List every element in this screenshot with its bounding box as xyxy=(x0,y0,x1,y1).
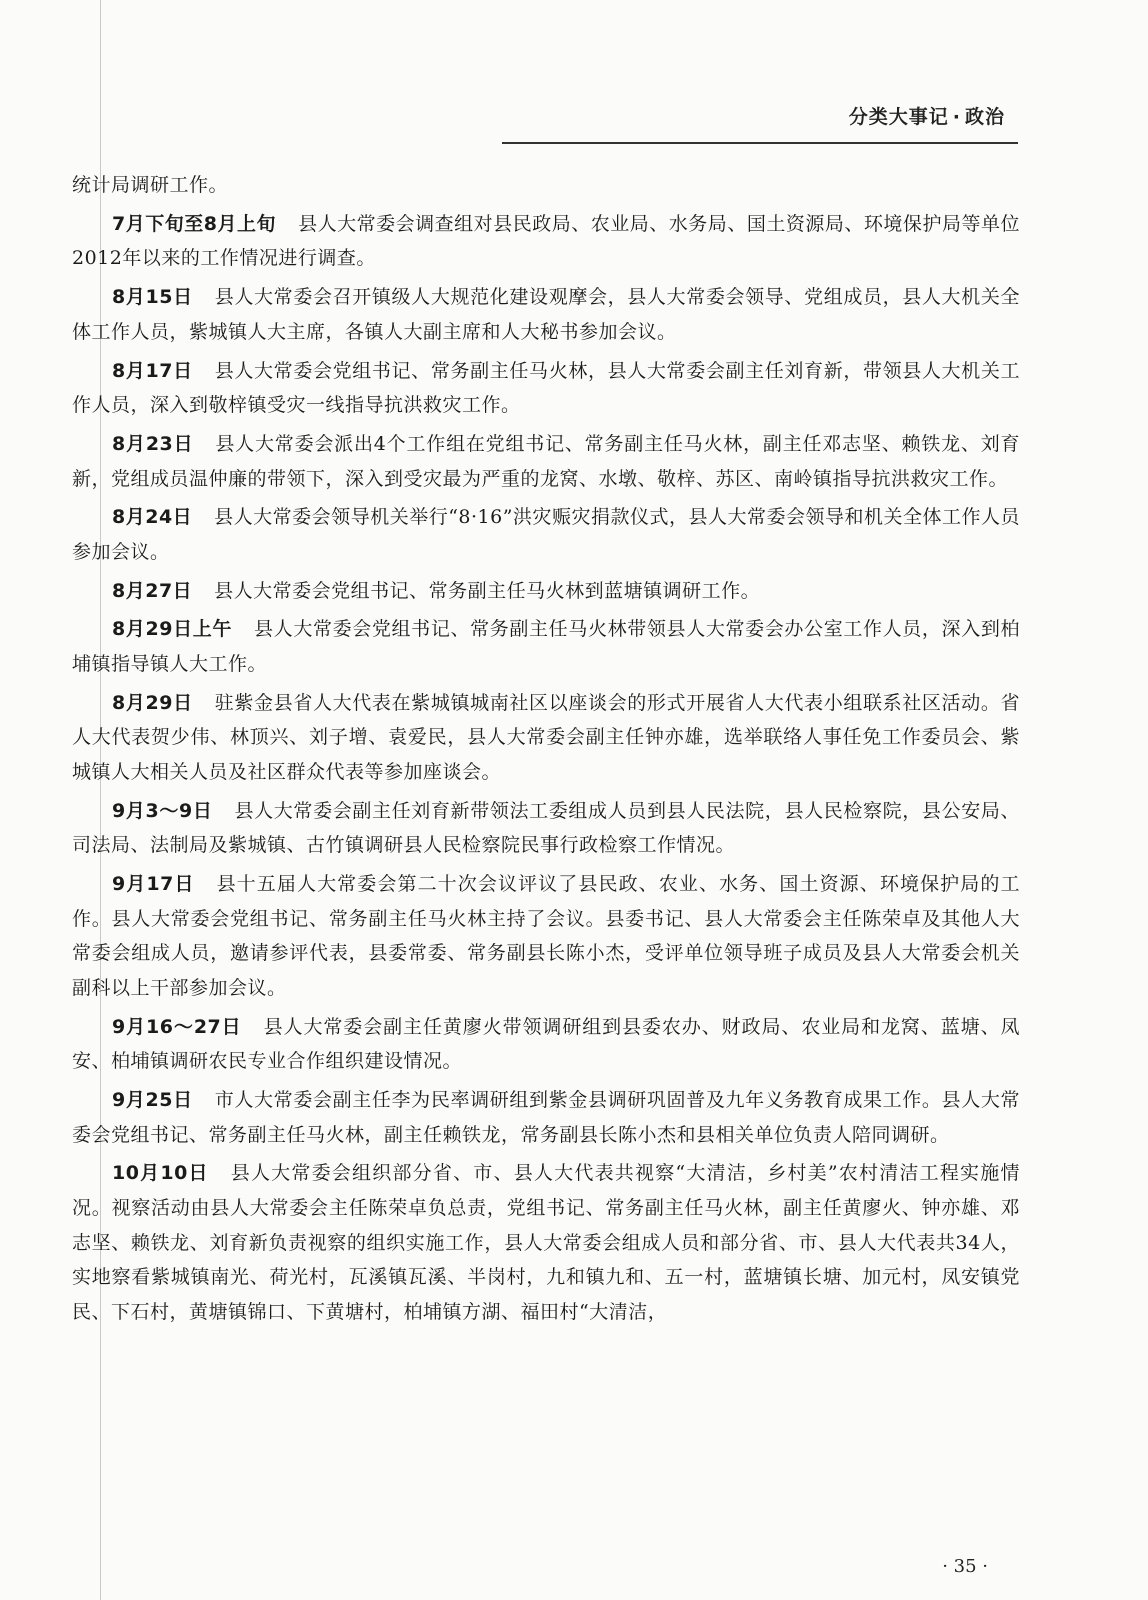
event-text: 县人大常委会党组书记、常务副主任马火林到蓝塘镇调研工作。 xyxy=(214,579,761,602)
event-date: 9月16～27日 xyxy=(112,1015,242,1038)
event-entry xyxy=(72,1156,1020,1329)
event-date: 7月下旬至8月上旬 xyxy=(112,212,277,235)
header-subtitle: 政治 xyxy=(964,106,1005,128)
event-text: 县人大常委会召开镇级人大规范化建设观摩会，县人大常委会领导、党组成员，县人大机关全体工作人员，紫城镇人大主席，各镇人大副主席和人大秘书参加会议。 xyxy=(72,286,1020,343)
event-entry xyxy=(72,500,1020,569)
event-text: 市人大常委会副主任李为民率调研组到紫金县调研巩固普及九年义务教育成果工作。县人大常委会党组书记、常务副主任马火林，副主任赖铁龙，常务副县长陈小杰和县相关单位负责人陪同调研。 xyxy=(72,1089,1020,1146)
event-date: 8月24日 xyxy=(112,506,193,529)
event-text: 县人大常委会组织部分省、市、县人大代表共视察“大清洁，乡村美”农村清洁工程实施情况。视察活动由县人大常委会主任陈荣卓负总责，党组书记、常务副主任马火林，副主任黄廖火、钟亦雄、邓志坚、赖铁龙、刘育新负责视察的组织实施工作，县人大常委会组成人员和部分省、市、县人大代表共34人，实地察看紫城镇南光、荷光村，瓦溪镇瓦溪、半岗村，九和镇九和、五一村，蓝塘镇长塘、加元村，凤安镇党民、下石村，黄塘镇锦口、下黄塘村，柏埔镇方湖、福田村“大清洁， xyxy=(72,1162,1020,1323)
event-entry xyxy=(72,794,1020,863)
event-entry xyxy=(72,612,1020,681)
event-entry xyxy=(72,686,1020,790)
event-date: 9月17日 xyxy=(112,873,195,896)
event-text: 驻紫金县省人大代表在紫城镇城南社区以座谈会的形式开展省人大代表小组联系社区活动。省人大代表贺少伟、林顶兴、刘子增、袁爱民，县人大常委会副主任钟亦雄，选举联络人事任免工作委员会、紫城镇人大相关人员及社区群众代表等参加座谈会。 xyxy=(72,691,1020,783)
event-entry xyxy=(72,1083,1020,1152)
event-text: 县人大常委会副主任黄廖火带领调研组到县委农办、财政局、农业局和龙窝、蓝塘、凤安、柏埔镇调研农民专业合作组织建设情况。 xyxy=(72,1015,1020,1073)
event-entry xyxy=(72,280,1020,349)
event-text: 县人大常委会副主任刘育新带领法工委组成人员到县人民法院，县人民检察院，县公安局、司法局、法制局及紫城镇、古竹镇调研县人民检察院民事行政检察工作情况。 xyxy=(72,799,1020,857)
event-date: 9月3～9日 xyxy=(112,799,213,822)
body-text xyxy=(72,168,1020,1334)
event-date: 8月17日 xyxy=(112,359,193,382)
event-text: 县人大常委会党组书记、常务副主任马火林，县人大常委会副主任刘育新，带领县人大机关工作人员，深入到敬梓镇受灾一线指导抗洪救灾工作。 xyxy=(72,359,1020,417)
event-date: 8月15日 xyxy=(112,286,193,309)
event-date: 8月29日 xyxy=(112,691,193,714)
event-entry xyxy=(72,427,1020,496)
running-header xyxy=(849,102,1005,129)
header-rule xyxy=(502,142,1018,144)
event-date: 8月27日 xyxy=(112,579,193,602)
header-separator: · xyxy=(952,106,961,128)
page-number: · 35 · xyxy=(942,1556,988,1577)
event-entry xyxy=(72,207,1020,276)
continuation-paragraph: 统计局调研工作。 xyxy=(72,174,229,196)
event-text: 县十五届人大常委会第二十次会议评议了县民政、农业、水务、国土资源、环境保护局的工作。县人大常委会党组书记、常务副主任马火林主持了会议。县委书记、县人大常委会主任陈荣卓及其他人大常委会组成人员，邀请参评代表，县委常委、常务副县长陈小杰，受评单位领导班子成员及县人大常委会机关副科以上干部参加会议。 xyxy=(72,873,1020,999)
event-date: 8月29日上午 xyxy=(112,618,233,641)
event-date: 9月25日 xyxy=(112,1089,193,1112)
event-text: 县人大常委会党组书记、常务副主任马火林带领县人大常委会办公室工作人员，深入到柏埔镇指导镇人大工作。 xyxy=(72,618,1020,676)
event-text: 县人大常委会派出4个工作组在党组书记、常务副主任马火林，副主任邓志坚、赖铁龙、刘育新，党组成员温仲廉的带领下，深入到受灾最为严重的龙窝、水墩、敬梓、苏区、南岭镇指导抗洪救灾工作。 xyxy=(72,432,1020,490)
event-date: 10月10日 xyxy=(112,1162,209,1185)
event-entry xyxy=(72,867,1020,1005)
event-entry xyxy=(72,1010,1020,1079)
event-entry xyxy=(72,354,1020,423)
event-entry xyxy=(72,574,1020,609)
event-text: 县人大常委会调查组对县民政局、农业局、水务局、国土资源局、环境保护局等单位2012年以来的工作情况进行调查。 xyxy=(72,212,1020,270)
event-date: 8月23日 xyxy=(112,432,194,455)
event-text: 县人大常委会领导机关举行“8·16”洪灾赈灾捐款仪式，县人大常委会领导和机关全体工作人员参加会议。 xyxy=(72,506,1020,563)
header-title: 分类大事记 xyxy=(848,106,949,128)
